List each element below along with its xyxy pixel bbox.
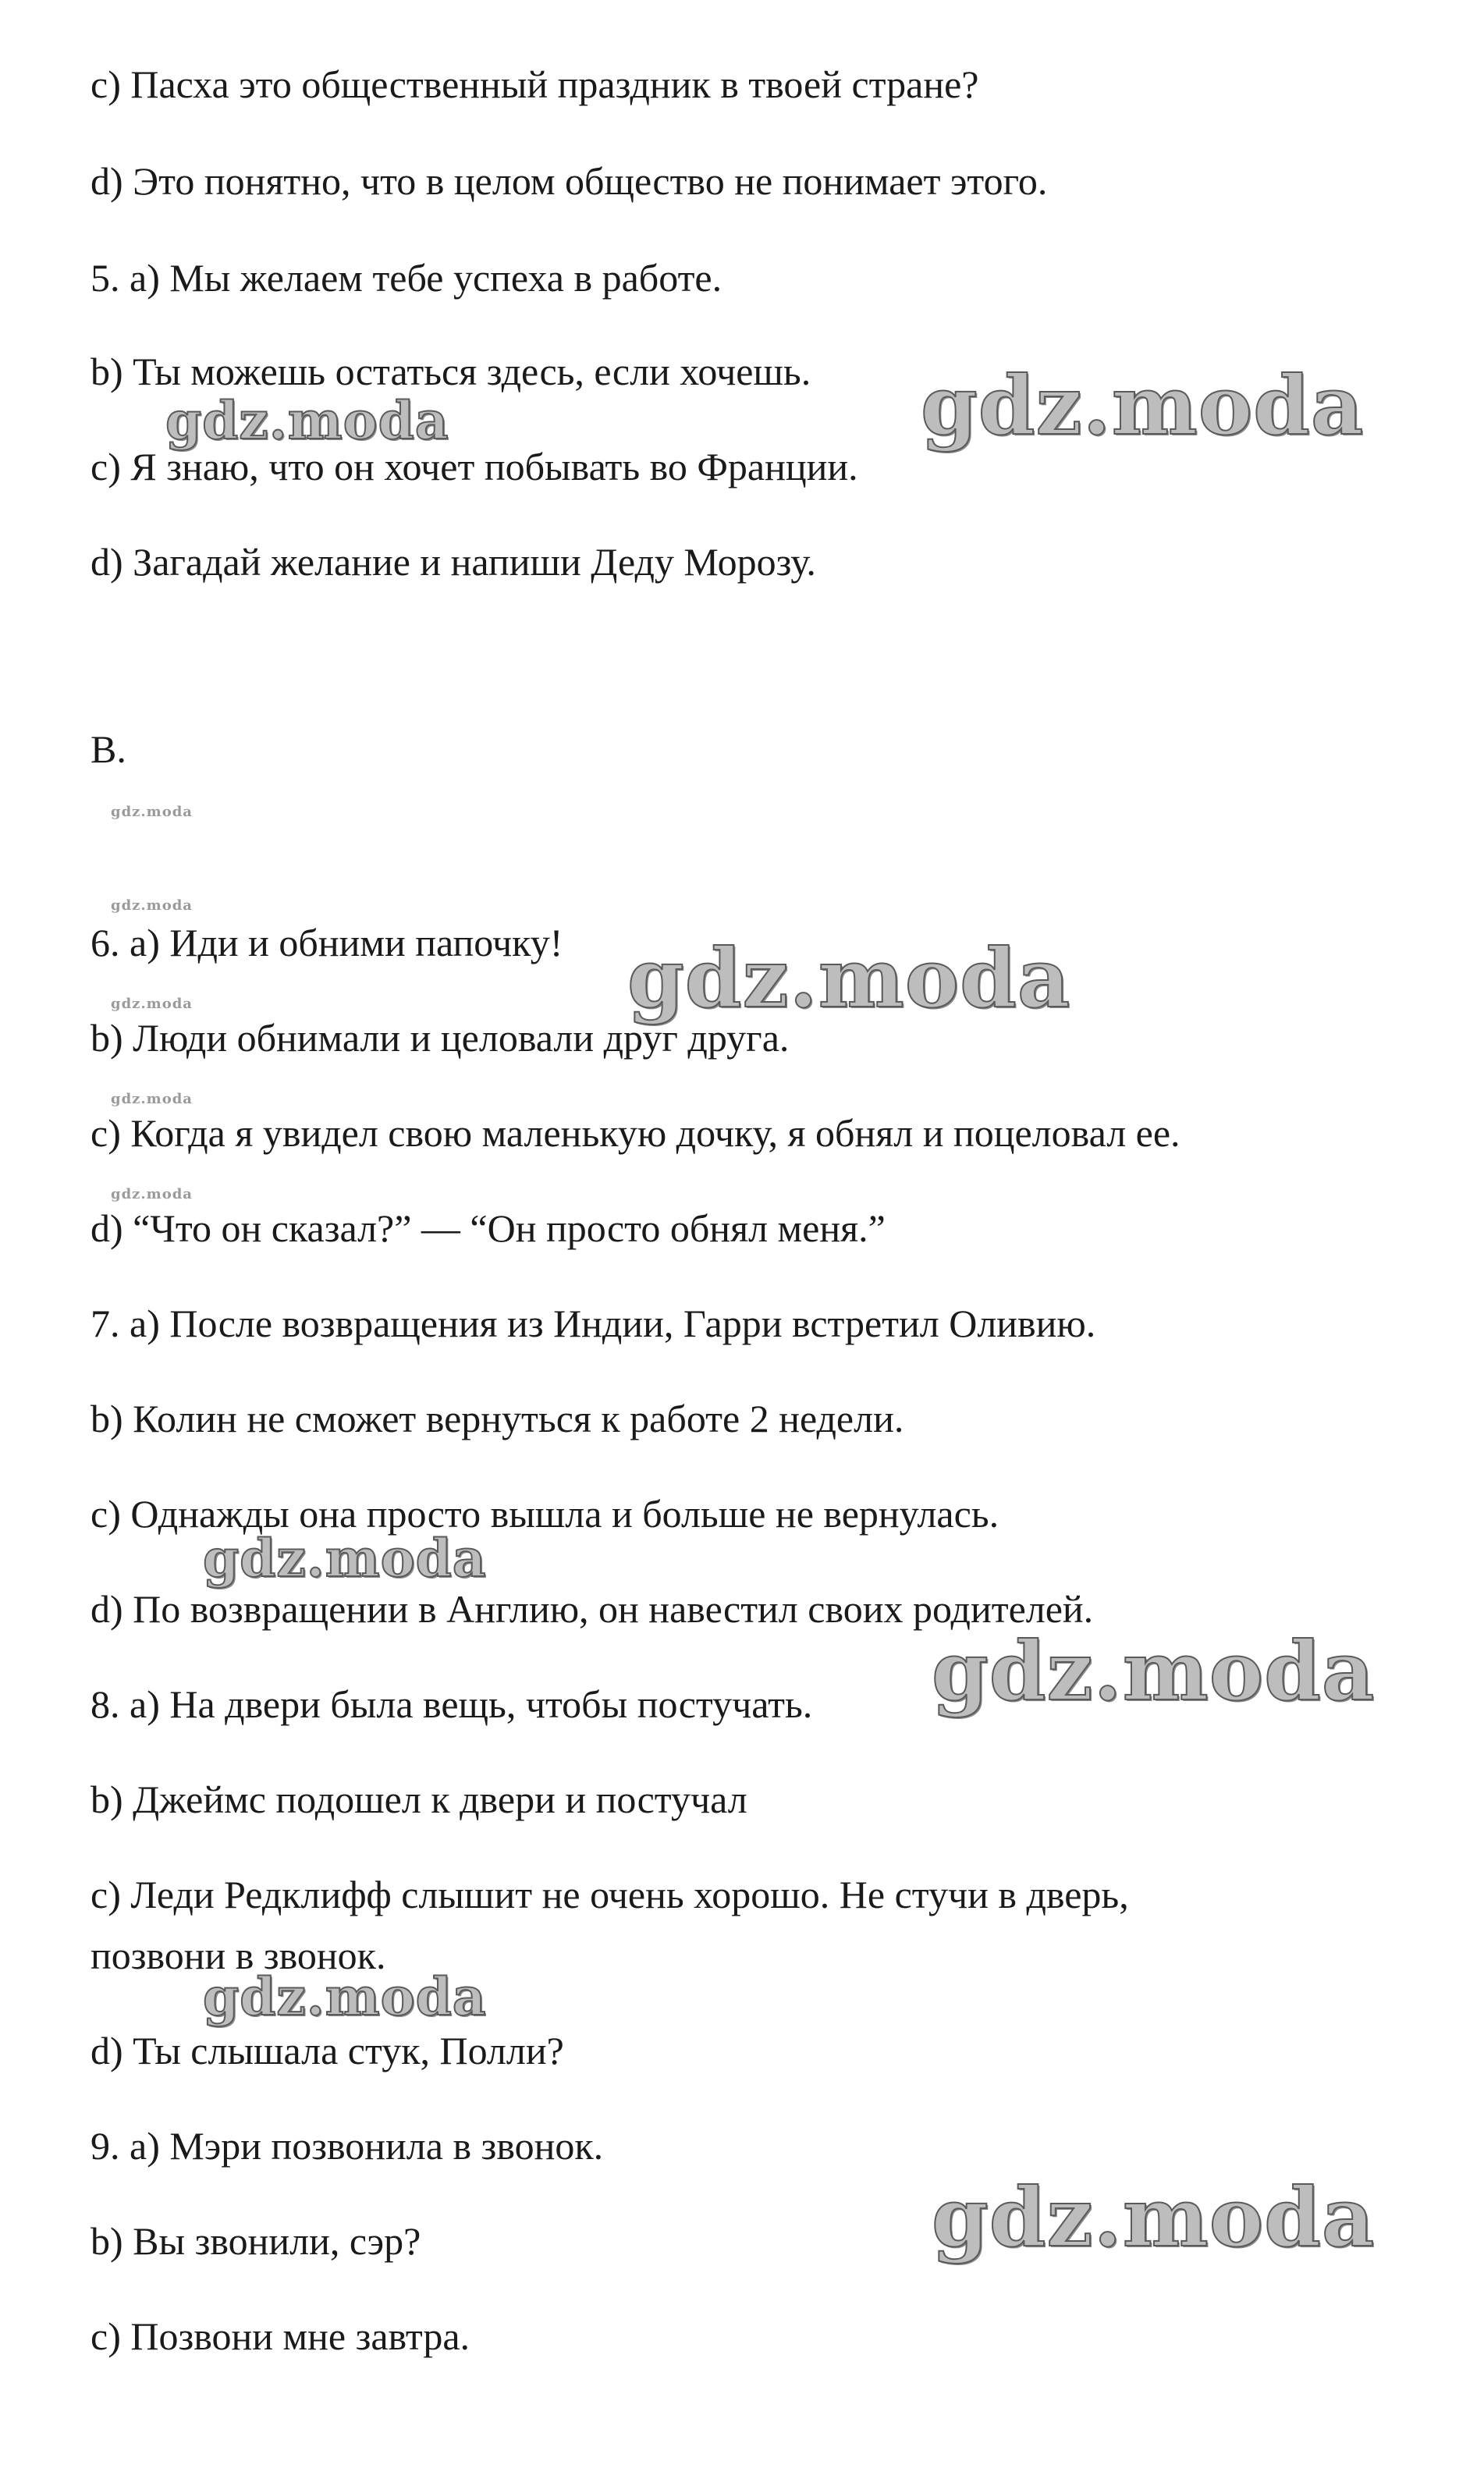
text-line: b) Джеймс подошел к двери и постучал <box>91 1777 747 1821</box>
watermark: gdz.moda <box>165 390 449 451</box>
text-line: b) Вы звонили, сэр? <box>91 2219 421 2263</box>
text-line: 9. a) Мэри позвонила в звонок. <box>91 2124 604 2168</box>
text-line: 5. a) Мы желаем тебе успеха в работе. <box>91 256 722 300</box>
watermark: gdz.moda <box>921 357 1365 453</box>
watermark: gdz.moda <box>203 1528 487 1589</box>
text-line: c) Пасха это общественный праздник в твоей стране? <box>91 62 979 106</box>
text-line: позвони в звонок. <box>91 1934 386 1977</box>
text-line: c) Однажды она просто вышла и больше не вернулась. <box>91 1492 999 1536</box>
watermark: gdz.moda <box>932 2169 1376 2265</box>
watermark: gdz.moda <box>111 804 193 820</box>
text-line: d) “Что он сказал?” — “Он просто обнял меня.” <box>91 1206 886 1250</box>
watermark: gdz.moda <box>203 1966 487 2027</box>
watermark: gdz.moda <box>111 1091 193 1107</box>
watermark: gdz.moda <box>111 897 193 914</box>
text-line: b) Колин не сможет вернуться к работе 2 недели. <box>91 1397 904 1440</box>
text-line: d) Ты слышала стук, Полли? <box>91 2029 564 2072</box>
text-line: b) Люди обнимали и целовали друг друга. <box>91 1016 790 1060</box>
watermark: gdz.moda <box>932 1623 1376 1719</box>
text-line: 6. a) Иди и обними папочку! <box>91 921 563 964</box>
text-line: c) Когда я увидел свою маленькую дочку, я обнял и поцеловал ее. <box>91 1111 1180 1155</box>
section-heading: B. <box>91 727 126 771</box>
watermark: gdz.moda <box>111 1186 193 1202</box>
text-line: d) Это понятно, что в целом общество не понимает этого. <box>91 159 1048 203</box>
text-line: b) Ты можешь остаться здесь, если хочешь. <box>91 350 811 393</box>
watermark: gdz.moda <box>111 996 193 1012</box>
text-line: 8. a) На двери была вещь, чтобы постучать. <box>91 1682 813 1726</box>
text-line: c) Леди Редклифф слышит не очень хорошо. Не стучи в дверь, <box>91 1873 1129 1916</box>
text-line: c) Я знаю, что он хочет побывать во Франции. <box>91 445 858 488</box>
text-line: d) По возвращении в Англию, он навестил своих родителей. <box>91 1587 1094 1631</box>
watermark: gdz.moda <box>627 930 1071 1026</box>
text-line: 7. a) После возвращения из Индии, Гарри встретил Оливию. <box>91 1302 1096 1345</box>
text-line: c) Позвони мне завтра. <box>91 2314 470 2358</box>
text-line: d) Загадай желание и напиши Деду Морозу. <box>91 540 816 584</box>
